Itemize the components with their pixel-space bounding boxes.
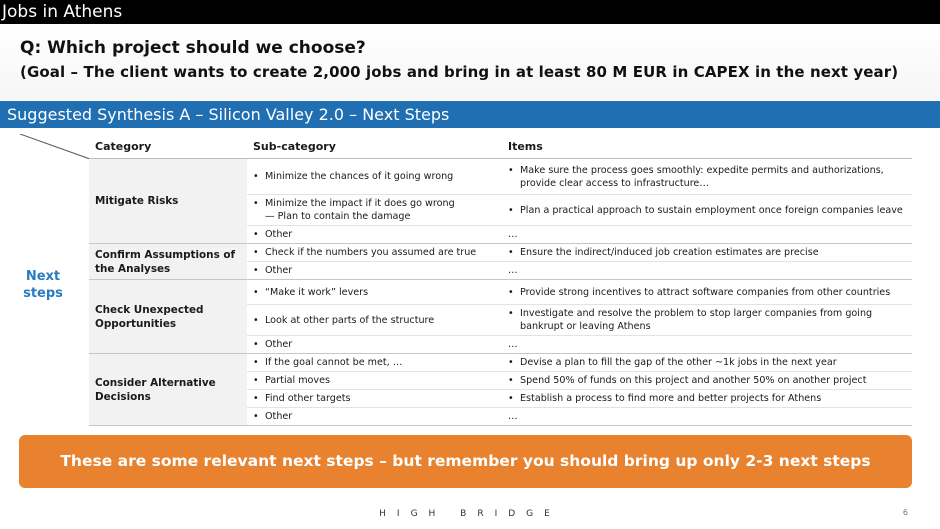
section-title: Suggested Synthesis A – Silicon Valley 2.0 – Next Steps — [7, 105, 450, 124]
subcategory-text: Find other targets — [265, 393, 351, 404]
bullet-icon — [253, 210, 265, 223]
subcategory-cell — [247, 262, 502, 280]
subcategory-text: — Plan to contain the damage — [265, 211, 411, 222]
subcategory-bullet — [253, 410, 496, 423]
subcategory-text: Minimize the chances of it going wrong — [265, 171, 454, 182]
subcategory-text: Check if the numbers you assumed are true — [265, 247, 477, 258]
subcategory-text: “Make it work” levers — [265, 286, 369, 298]
subcategory-text: Other — [265, 339, 293, 350]
subcategory-cell — [247, 408, 502, 426]
bullet-icon: • — [253, 339, 259, 350]
item-bullet — [508, 228, 906, 241]
item-cell — [502, 226, 912, 244]
item-text: Plan a practical approach to sustain employment once foreign companies leave — [520, 204, 903, 216]
subcategory-text: If the goal cannot be met, … — [265, 357, 403, 368]
item-bullet — [508, 164, 906, 190]
subcategory-cell — [247, 354, 502, 372]
subcategory-text: Other — [265, 265, 293, 276]
bullet-icon: • — [508, 393, 514, 404]
table-row — [89, 244, 912, 262]
header-items: Items — [502, 137, 912, 159]
next-steps-line1: Next — [25, 269, 61, 284]
subcategory-bullet — [253, 264, 496, 277]
item-cell — [502, 336, 912, 354]
item-cell — [502, 195, 912, 226]
brand-logo-text: HIGH BRIDGE — [379, 509, 561, 519]
item-text: Ensure the indirect/induced job creation estimates are precise — [520, 247, 819, 258]
item-bullet — [508, 264, 906, 277]
subcategory-bullet — [253, 356, 496, 369]
bullet-icon: • — [508, 164, 514, 176]
subcategory-text: Partial moves — [265, 375, 330, 386]
item-bullet — [508, 246, 906, 259]
item-bullet — [508, 338, 906, 351]
item-cell — [502, 408, 912, 426]
item-bullet — [508, 374, 906, 387]
top-bar — [0, 0, 940, 24]
table-row — [89, 159, 912, 195]
bullet-icon: • — [508, 247, 514, 258]
table-row — [89, 354, 912, 372]
subcategory-cell — [247, 372, 502, 390]
item-bullet — [508, 356, 906, 369]
question-text: Q: Which project should we choose? — [20, 38, 366, 58]
subcategory-bullet — [253, 338, 496, 351]
subcategory-text: Other — [265, 229, 293, 240]
item-cell — [502, 159, 912, 195]
item-text: Spend 50% of funds on this project and another 50% on another project — [520, 375, 867, 386]
item-cell — [502, 372, 912, 390]
item-cell — [502, 354, 912, 372]
item-text: Provide strong incentives to attract software companies from other countries — [520, 286, 891, 298]
bullet-icon: • — [253, 393, 259, 404]
category-cell: Consider Alternative Decisions — [89, 354, 247, 426]
subcategory-bullet — [253, 286, 496, 299]
subcategory-cell — [247, 280, 502, 305]
bullet-icon: • — [253, 286, 259, 298]
subcategory-cell — [247, 244, 502, 262]
subcategory-bullet — [253, 374, 496, 387]
subcategory-bullet — [253, 228, 496, 241]
subcategory-bullet — [253, 392, 496, 405]
bullet-icon: • — [508, 375, 514, 386]
item-cell — [502, 390, 912, 408]
subcategory-cell — [247, 195, 502, 226]
category-cell: Check Unexpected Opportunities — [89, 280, 247, 354]
bullet-icon: • — [253, 247, 259, 258]
item-text: Make sure the process goes smoothly: expedite permits and authorizations, provide clear access to infrastructure… — [520, 164, 884, 189]
category-cell: Confirm Assumptions of the Analyses — [89, 244, 247, 280]
bullet-icon: • — [508, 286, 514, 298]
question-band — [0, 24, 940, 100]
item-text: … — [508, 229, 518, 240]
bullet-icon: • — [508, 308, 514, 319]
subcategory-text: Look at other parts of the structure — [265, 314, 435, 326]
subcategory-text: Other — [265, 411, 293, 422]
header-category: Category — [89, 137, 247, 159]
bullet-icon: • — [253, 375, 259, 386]
subcategory-bullet — [253, 246, 496, 259]
bullet-icon: • — [253, 171, 259, 182]
item-text: … — [508, 411, 518, 422]
subcategory-bullet — [253, 314, 496, 327]
callout-banner: These are some relevant next steps – but remember you should bring up only 2-3 next steps — [19, 435, 912, 488]
item-cell — [502, 244, 912, 262]
table-header-row — [89, 137, 912, 159]
subcategory-bullet — [253, 197, 496, 210]
subcategory-bullet — [253, 210, 496, 223]
item-text: … — [508, 339, 518, 350]
table-body — [89, 159, 912, 426]
item-bullet — [508, 307, 906, 333]
bullet-icon: • — [253, 314, 259, 326]
item-bullet — [508, 286, 906, 299]
item-cell — [502, 305, 912, 336]
subcategory-cell — [247, 226, 502, 244]
bullet-icon: • — [253, 411, 259, 422]
category-cell: Mitigate Risks — [89, 159, 247, 244]
item-cell — [502, 280, 912, 305]
next-steps-label — [20, 268, 66, 302]
subcategory-cell — [247, 159, 502, 195]
bullet-icon: • — [253, 229, 259, 240]
bullet-icon: • — [508, 357, 514, 368]
item-cell — [502, 262, 912, 280]
table-row — [89, 280, 912, 305]
subcategory-bullet — [253, 170, 496, 183]
header-diagonal-line — [20, 134, 92, 160]
item-text: Investigate and resolve the problem to stop larger companies from going bankrupt or leaving Athens — [520, 308, 873, 332]
next-steps-table — [89, 137, 912, 426]
next-steps-line2: steps — [23, 286, 63, 301]
subcategory-cell — [247, 390, 502, 408]
item-bullet — [508, 392, 906, 405]
subcategory-cell — [247, 336, 502, 354]
item-bullet — [508, 204, 906, 217]
bullet-icon: • — [253, 357, 259, 368]
bullet-icon: • — [253, 198, 259, 209]
top-bar-line — [136, 0, 940, 24]
item-text: Establish a process to find more and better projects for Athens — [520, 393, 822, 404]
item-bullet — [508, 410, 906, 423]
bullet-icon: • — [508, 204, 514, 216]
goal-text: (Goal – The client wants to create 2,000 jobs and bring in at least 80 M EUR in CAPEX in the next year) — [20, 63, 899, 81]
item-text: … — [508, 265, 518, 276]
subcategory-text: Minimize the impact if it does go wrong — [265, 198, 455, 209]
subcategory-cell — [247, 305, 502, 336]
page-number: 6 — [902, 508, 908, 517]
item-text: Devise a plan to fill the gap of the other ~1k jobs in the next year — [520, 357, 837, 368]
bullet-icon: • — [253, 265, 259, 276]
header-subcategory: Sub-category — [247, 137, 502, 159]
page-title: Jobs in Athens — [0, 0, 136, 24]
